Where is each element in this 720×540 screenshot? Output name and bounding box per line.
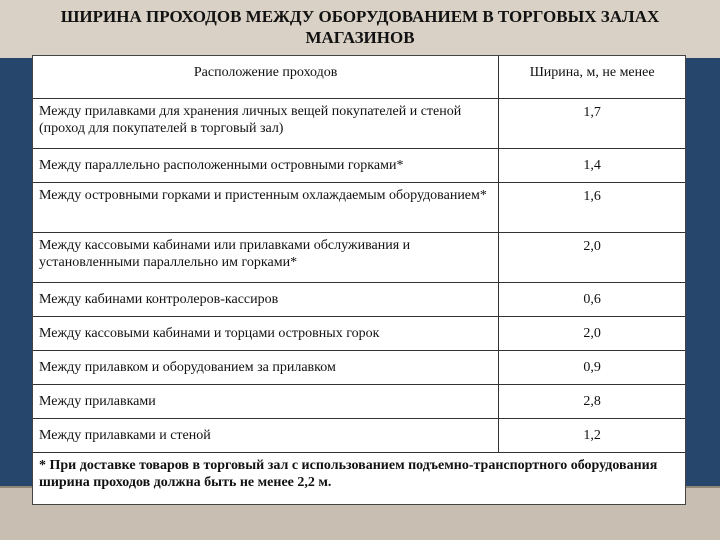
table-header-row xyxy=(33,56,685,99)
row-location: Между прилавком и оборудованием за прилавком xyxy=(33,351,499,385)
row-width: 0,9 xyxy=(499,351,685,385)
aisle-width-table xyxy=(33,56,685,503)
row-width: 1,4 xyxy=(499,149,685,183)
table-row xyxy=(33,385,685,419)
table-row xyxy=(33,351,685,385)
table-row xyxy=(33,149,685,183)
table-row xyxy=(33,317,685,351)
row-width: 0,6 xyxy=(499,283,685,317)
row-width: 2,0 xyxy=(499,233,685,283)
row-location: Между кассовыми кабинами и торцами островных горок xyxy=(33,317,499,351)
table-row xyxy=(33,233,685,283)
row-width: 1,7 xyxy=(499,99,685,149)
row-location: Между прилавками и стеной xyxy=(33,419,499,453)
footnote-row xyxy=(33,453,685,504)
row-location: Между островными горками и пристенным охлаждаемым оборудованием* xyxy=(33,183,499,233)
row-location: Между прилавками для хранения личных вещей покупателей и стеной (проход для покупателей в торговый зал) xyxy=(33,99,499,149)
header-location: Расположение проходов xyxy=(33,56,499,99)
row-location: Между параллельно расположенными островными горками* xyxy=(33,149,499,183)
slide-title: ШИРИНА ПРОХОДОВ МЕЖДУ ОБОРУДОВАНИЕМ В ТОРГОВЫХ ЗАЛАХ МАГАЗИНОВ xyxy=(60,7,660,47)
table-row xyxy=(33,283,685,317)
footnote: * При доставке товаров в торговый зал с использованием подъемно-транспортного оборудования ширина проходов должна быть не менее 2,2 м. xyxy=(39,458,658,490)
row-width: 1,2 xyxy=(499,419,685,453)
row-location: Между кассовыми кабинами или прилавками обслуживания и установленными параллельно им горками* xyxy=(33,233,499,283)
table-row xyxy=(33,419,685,453)
row-location: Между кабинами контролеров-кассиров xyxy=(33,283,499,317)
table-row xyxy=(33,99,685,149)
table-row xyxy=(33,183,685,233)
row-location: Между прилавками xyxy=(33,385,499,419)
row-width: 2,8 xyxy=(499,385,685,419)
row-width: 2,0 xyxy=(499,317,685,351)
row-width: 1,6 xyxy=(499,183,685,233)
table-card xyxy=(32,55,686,505)
header-width: Ширина, м, не менее xyxy=(499,56,685,99)
